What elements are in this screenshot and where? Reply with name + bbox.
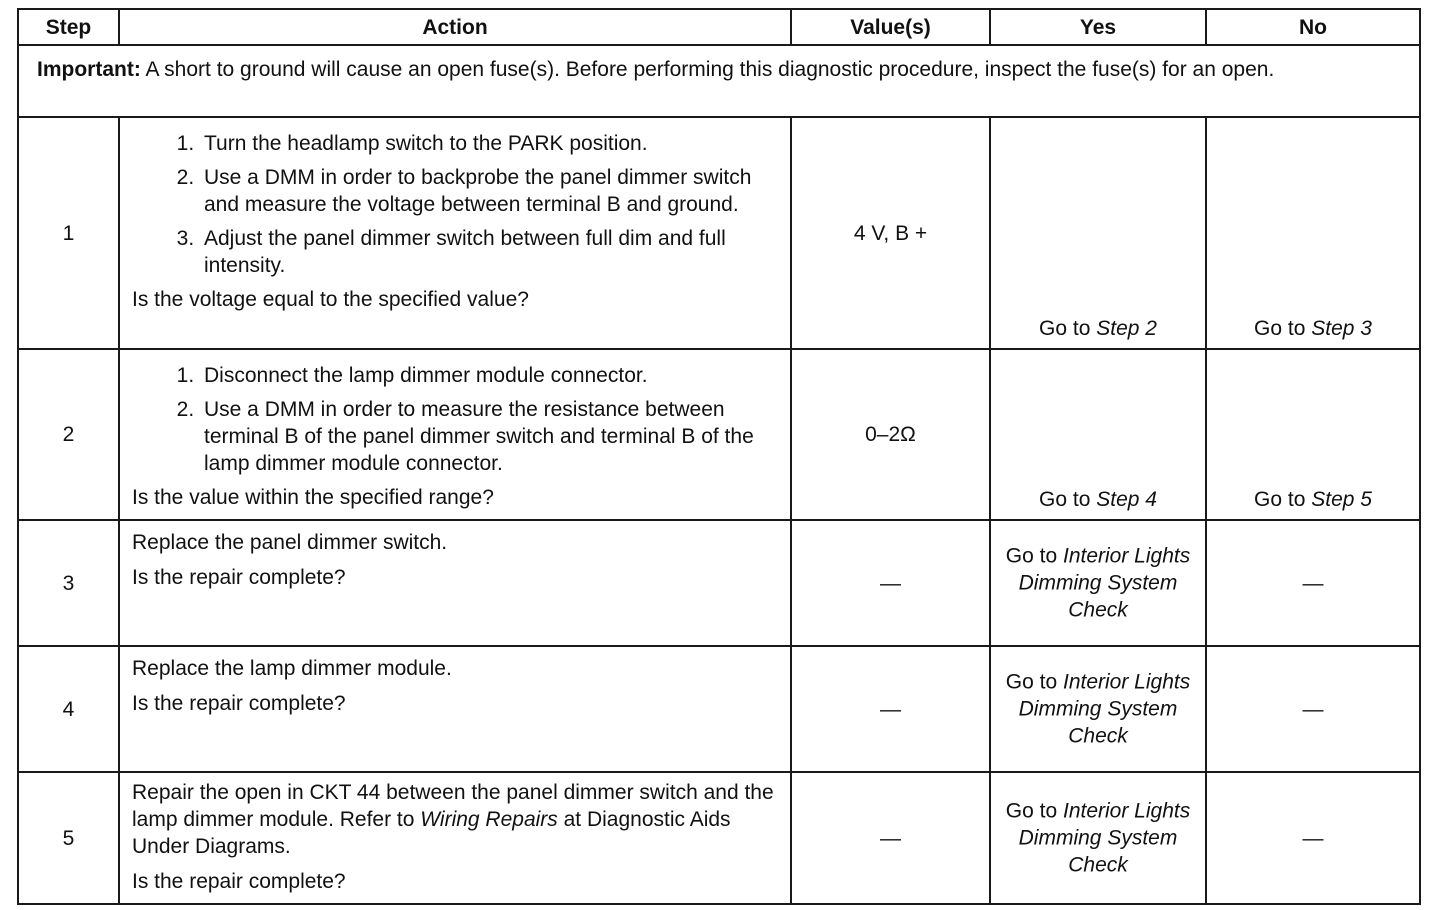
- yes-goto: [991, 669, 1205, 750]
- no-goto: [1207, 315, 1419, 342]
- action-item: 1. Disconnect the lamp dimmer module connector.: [200, 362, 776, 389]
- goto-prefix: Go to: [1005, 799, 1063, 823]
- action-question: Is the value within the specified range?: [132, 486, 494, 509]
- no-goto: [1207, 486, 1419, 513]
- table-row: [18, 117, 1420, 349]
- no-cell: [1206, 117, 1420, 349]
- table-row: [18, 772, 1420, 904]
- diagnostic-table: [17, 8, 1421, 905]
- important-label: Important:: [37, 58, 141, 81]
- action-instruction: Replace the panel dimmer switch.: [132, 531, 448, 554]
- action-list: [132, 130, 776, 279]
- no-cell: [1206, 349, 1420, 520]
- value-cell: 4 V, B +: [791, 117, 990, 349]
- yes-cell: [990, 646, 1206, 772]
- action-question: Is the repair complete?: [132, 870, 346, 893]
- step-number: 5: [18, 772, 119, 904]
- action-item: 3. Adjust the panel dimmer switch between full dim and full intensity.: [200, 225, 776, 279]
- action-question: Is the repair complete?: [132, 566, 346, 589]
- step-5-link[interactable]: Step 5: [1311, 488, 1372, 511]
- step-3-link[interactable]: Step 3: [1311, 317, 1372, 340]
- table-header-row: [18, 9, 1420, 45]
- action-instruction: [132, 779, 776, 860]
- goto-prefix: Go to: [1039, 488, 1097, 511]
- goto-prefix: Go to: [1005, 544, 1063, 568]
- header-step: Step: [18, 9, 119, 45]
- action-cell: [119, 520, 791, 646]
- action-cell: [119, 117, 791, 349]
- action-item: 2. Use a DMM in order to measure the resistance between terminal B of the panel dimmer switch and terminal B of the lamp dimmer module connector.: [200, 396, 776, 477]
- header-yes: Yes: [990, 9, 1206, 45]
- yes-cell: [990, 117, 1206, 349]
- goto-prefix: Go to: [1005, 670, 1063, 694]
- yes-goto: [991, 486, 1205, 513]
- table-row: [18, 520, 1420, 646]
- important-text: A short to ground will cause an open fuse(s). Before performing this diagnostic procedure, inspect the fuse(s) for an open.: [140, 58, 1275, 81]
- action-question: Is the repair complete?: [132, 692, 346, 715]
- action-item: 2. Use a DMM in order to backprobe the panel dimmer switch and measure the voltage between terminal B and ground.: [200, 164, 776, 218]
- no-cell: —: [1206, 772, 1420, 904]
- step-4-link[interactable]: Step 4: [1096, 488, 1157, 511]
- no-cell: —: [1206, 646, 1420, 772]
- step-number: 1: [18, 117, 119, 349]
- step-2-link[interactable]: Step 2: [1096, 317, 1157, 340]
- step-number: 3: [18, 520, 119, 646]
- action-instruction: Replace the lamp dimmer module.: [132, 657, 452, 680]
- value-cell: —: [791, 520, 990, 646]
- value-cell: 0–2Ω: [791, 349, 990, 520]
- action-question: Is the voltage equal to the specified value?: [132, 288, 529, 311]
- important-note-row: [18, 45, 1420, 117]
- interior-lights-check-link[interactable]: Interior Lights Dimming System Check: [1018, 670, 1191, 748]
- no-cell: —: [1206, 520, 1420, 646]
- header-values: Value(s): [791, 9, 990, 45]
- instruction-text: at Diagnostic Aids Under Diagrams.: [132, 808, 731, 858]
- step-number: 2: [18, 349, 119, 520]
- wiring-repairs-link[interactable]: Wiring Repairs: [420, 808, 558, 831]
- goto-prefix: Go to: [1039, 317, 1097, 340]
- yes-cell: [990, 772, 1206, 904]
- yes-goto: [991, 315, 1205, 342]
- yes-cell: [990, 349, 1206, 520]
- header-no: No: [1206, 9, 1420, 45]
- action-list: [132, 362, 776, 477]
- action-item: 1. Turn the headlamp switch to the PARK position.: [200, 130, 776, 157]
- table-row: [18, 349, 1420, 520]
- action-cell: [119, 646, 791, 772]
- yes-goto: [991, 798, 1205, 879]
- goto-prefix: Go to: [1254, 317, 1312, 340]
- action-cell: [119, 349, 791, 520]
- header-action: Action: [119, 9, 791, 45]
- interior-lights-check-link[interactable]: Interior Lights Dimming System Check: [1018, 544, 1191, 622]
- value-cell: —: [791, 646, 990, 772]
- goto-prefix: Go to: [1254, 488, 1312, 511]
- yes-goto: [991, 543, 1205, 624]
- interior-lights-check-link[interactable]: Interior Lights Dimming System Check: [1018, 799, 1191, 877]
- action-cell: [119, 772, 791, 904]
- value-cell: —: [791, 772, 990, 904]
- yes-cell: [990, 520, 1206, 646]
- important-note: [18, 45, 1420, 117]
- table-row: [18, 646, 1420, 772]
- step-number: 4: [18, 646, 119, 772]
- instruction-text: Repair the open in CKT 44 between the panel dimmer switch and the lamp dimmer module. Refer to: [132, 781, 774, 831]
